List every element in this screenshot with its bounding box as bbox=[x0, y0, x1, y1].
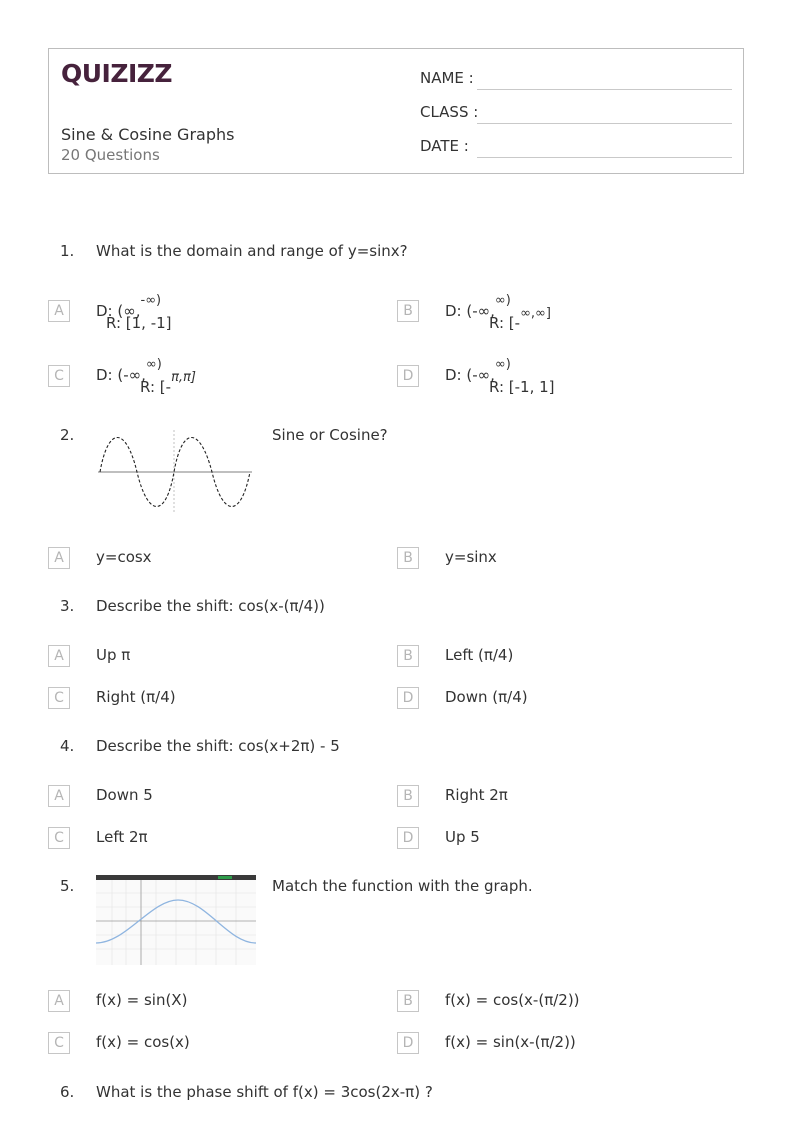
option-letter-b[interactable]: B bbox=[397, 645, 419, 667]
option-a[interactable]: y=cosx bbox=[96, 548, 152, 566]
sine-wave-graph-image bbox=[96, 426, 256, 516]
option-a[interactable]: Up π bbox=[96, 646, 131, 664]
question-number: 1. bbox=[60, 242, 75, 260]
option-letter-a[interactable]: A bbox=[48, 300, 70, 322]
option-letter-d[interactable]: D bbox=[397, 687, 419, 709]
date-label: DATE : bbox=[420, 137, 469, 155]
option-a[interactable]: f(x) = sin(X) bbox=[96, 991, 188, 1009]
option-a-line1: D: (∞, bbox=[96, 302, 141, 320]
option-d[interactable]: Down (π/4) bbox=[445, 688, 528, 706]
option-d-sup: ∞) bbox=[494, 357, 511, 372]
class-label: CLASS : bbox=[420, 103, 479, 121]
option-c[interactable]: f(x) = cos(x) bbox=[96, 1033, 190, 1051]
option-a[interactable]: Down 5 bbox=[96, 786, 153, 804]
question-number: 2. bbox=[60, 426, 75, 444]
option-letter-d[interactable]: D bbox=[397, 1032, 419, 1054]
option-letter-b[interactable]: B bbox=[397, 547, 419, 569]
option-b[interactable]: Left (π/4) bbox=[445, 646, 514, 664]
option-d[interactable]: f(x) = sin(x-(π/2)) bbox=[445, 1033, 576, 1051]
option-c-sup: ∞) bbox=[145, 357, 162, 372]
option-b-line1: D: (-∞, bbox=[445, 302, 495, 320]
option-letter-c[interactable]: C bbox=[48, 687, 70, 709]
option-letter-b[interactable]: B bbox=[397, 300, 419, 322]
quizizz-logo: QUIZIZZ bbox=[61, 59, 173, 88]
option-d[interactable]: Up 5 bbox=[445, 828, 480, 846]
worksheet-header bbox=[48, 48, 744, 174]
option-d-line2: R: [-1, 1] bbox=[489, 378, 555, 396]
option-b-line2-post: ∞,∞] bbox=[520, 306, 551, 321]
option-b[interactable]: f(x) = cos(x-(π/2)) bbox=[445, 991, 580, 1009]
option-c-line1: D: (-∞, bbox=[96, 366, 146, 384]
cosine-graph-image bbox=[96, 875, 256, 965]
option-d-line1: D: (-∞, bbox=[445, 366, 495, 384]
option-a-sup: -∞) bbox=[140, 293, 162, 308]
question-number: 6. bbox=[60, 1083, 75, 1101]
option-c[interactable]: Left 2π bbox=[96, 828, 148, 846]
option-letter-a[interactable]: A bbox=[48, 547, 70, 569]
option-letter-c[interactable]: C bbox=[48, 365, 70, 387]
name-label: NAME : bbox=[420, 69, 474, 87]
question-text: Sine or Cosine? bbox=[272, 426, 388, 444]
option-letter-d[interactable]: D bbox=[397, 827, 419, 849]
option-b-line2-pre: R: [- bbox=[489, 314, 521, 332]
option-letter-b[interactable]: B bbox=[397, 785, 419, 807]
option-b[interactable]: Right 2π bbox=[445, 786, 508, 804]
option-letter-d[interactable]: D bbox=[397, 365, 419, 387]
option-letter-c[interactable]: C bbox=[48, 827, 70, 849]
question-number: 5. bbox=[60, 877, 75, 895]
option-letter-a[interactable]: A bbox=[48, 785, 70, 807]
question-count: 20 Questions bbox=[61, 146, 160, 164]
question-text: What is the phase shift of f(x) = 3cos(2x-π) ? bbox=[96, 1083, 433, 1101]
option-letter-b[interactable]: B bbox=[397, 990, 419, 1012]
question-number: 4. bbox=[60, 737, 75, 755]
option-a-line2: R: [1, -1] bbox=[106, 314, 172, 332]
worksheet-title: Sine & Cosine Graphs bbox=[61, 125, 235, 144]
name-line[interactable] bbox=[477, 89, 732, 90]
option-b-sup: ∞) bbox=[494, 293, 511, 308]
date-line[interactable] bbox=[477, 157, 732, 158]
question-text: Describe the shift: cos(x-(π/4)) bbox=[96, 597, 325, 615]
graph-toolbar-button bbox=[218, 876, 232, 879]
question-number: 3. bbox=[60, 597, 75, 615]
question-text: Describe the shift: cos(x+2π) - 5 bbox=[96, 737, 340, 755]
option-c-line2-pre: R: [- bbox=[140, 378, 172, 396]
option-c-line2-post: π,π] bbox=[171, 370, 196, 385]
question-text: What is the domain and range of y=sinx? bbox=[96, 242, 408, 260]
question-text: Match the function with the graph. bbox=[272, 877, 533, 895]
option-b-line2 bbox=[489, 306, 551, 332]
option-letter-a[interactable]: A bbox=[48, 990, 70, 1012]
option-b[interactable]: y=sinx bbox=[445, 548, 497, 566]
option-c-line2 bbox=[140, 370, 196, 396]
option-letter-c[interactable]: C bbox=[48, 1032, 70, 1054]
option-c[interactable]: Right (π/4) bbox=[96, 688, 176, 706]
class-line[interactable] bbox=[477, 123, 732, 124]
option-letter-a[interactable]: A bbox=[48, 645, 70, 667]
